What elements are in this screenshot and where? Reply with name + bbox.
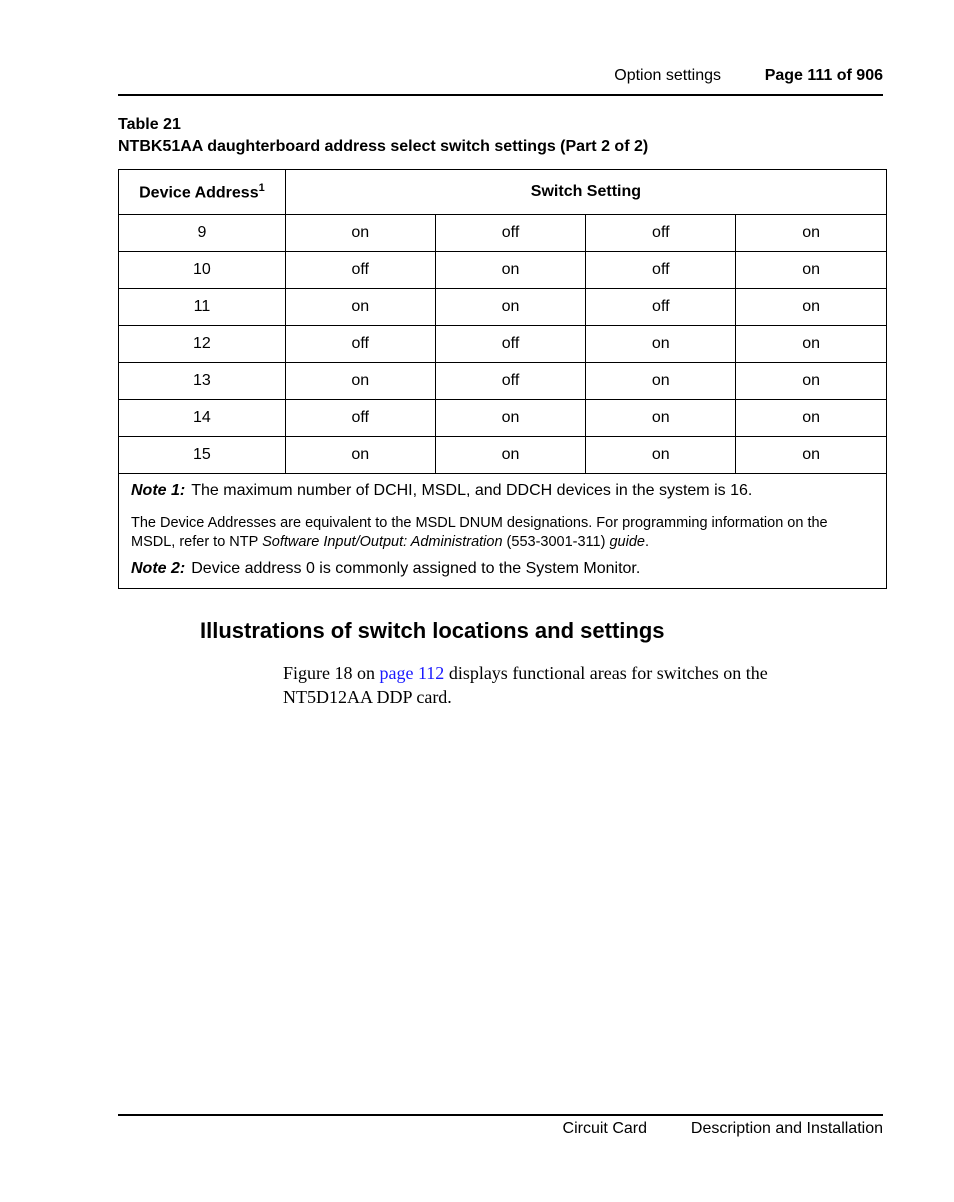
device-address-cell: 12 — [119, 326, 286, 363]
table-row — [119, 437, 887, 474]
note-2-label: Note 2: — [131, 560, 186, 577]
table-header-row — [119, 170, 887, 215]
switch-4-cell: on — [736, 437, 887, 474]
footer-left: Circuit Card — [562, 1120, 647, 1137]
table-title: NTBK51AA daughterboard address select switch settings (Part 2 of 2) — [118, 138, 649, 155]
switch-4-cell: on — [736, 215, 887, 252]
switch-3-cell: on — [586, 400, 736, 437]
switch-1-cell: on — [285, 289, 435, 326]
footnote-marker: 1 — [258, 181, 265, 194]
switch-4-cell: on — [736, 400, 887, 437]
column-header-switch-setting: Switch Setting — [285, 170, 886, 215]
table-row — [119, 252, 887, 289]
switch-4-cell: on — [736, 252, 887, 289]
switch-1-cell: on — [285, 437, 435, 474]
switch-3-cell: on — [586, 437, 736, 474]
switch-4-cell: on — [736, 289, 887, 326]
switch-3-cell: on — [586, 326, 736, 363]
switch-2-cell: off — [435, 363, 586, 400]
table-row — [119, 289, 887, 326]
switch-2-cell: off — [435, 215, 586, 252]
switch-4-cell: on — [736, 363, 887, 400]
guide-word: guide — [609, 534, 645, 550]
switch-1-cell: on — [285, 363, 435, 400]
note-2 — [131, 560, 874, 578]
page-footer — [118, 1114, 883, 1137]
body-paragraph: Figure 18 on page 112 displays functional areas for switches on the NT5D12AA DDP card. — [283, 663, 768, 707]
switch-3-cell: off — [586, 215, 736, 252]
switch-4-cell: on — [736, 326, 887, 363]
device-address-cell: 11 — [119, 289, 286, 326]
switch-3-cell: on — [586, 363, 736, 400]
table-number: Table 21 — [118, 116, 181, 133]
switch-1-cell: off — [285, 400, 435, 437]
header-page-number: Page 111 of 906 — [764, 67, 883, 84]
table-caption — [118, 114, 883, 158]
switch-3-cell: off — [586, 252, 736, 289]
section-heading: Illustrations of switch locations and settings — [200, 618, 665, 643]
header-section-title: Option settings — [614, 67, 721, 84]
page-header — [118, 66, 883, 96]
switch-2-cell: on — [435, 252, 586, 289]
table-row — [119, 326, 887, 363]
device-address-cell: 14 — [119, 400, 286, 437]
table-notes — [119, 474, 887, 589]
switch-1-cell: on — [285, 215, 435, 252]
switch-1-cell: off — [285, 326, 435, 363]
footer-right: Description and Installation — [690, 1120, 883, 1137]
ntp-title: Software Input/Output: Administration — [262, 534, 503, 550]
table-notes-row — [119, 474, 887, 589]
device-address-cell: 9 — [119, 215, 286, 252]
note-2-text: Device address 0 is commonly assigned to the System Monitor. — [191, 560, 641, 577]
page-112-link[interactable]: page 112 — [379, 663, 445, 683]
device-address-cell: 13 — [119, 363, 286, 400]
note-1 — [131, 482, 874, 500]
switch-2-cell: on — [435, 400, 586, 437]
table-row — [119, 363, 887, 400]
switch-2-cell: on — [435, 437, 586, 474]
switch-1-cell: off — [285, 252, 435, 289]
switch-settings-table — [118, 169, 887, 589]
device-address-cell: 10 — [119, 252, 286, 289]
device-address-cell: 15 — [119, 437, 286, 474]
switch-3-cell: off — [586, 289, 736, 326]
switch-2-cell: on — [435, 289, 586, 326]
table-row — [119, 400, 887, 437]
column-header-device-address: Device Address$^1$ — [119, 170, 286, 215]
note-description: The Device Addresses are equivalent to the MSDL DNUM designations. For programming information on the MSDL, refer to NTP Software Input/Output: Administration (553-3001-311) guide. — [131, 515, 828, 550]
note-1-label: Note 1: — [131, 482, 186, 499]
note-1-text: The maximum number of DCHI, MSDL, and DDCH devices in the system is 16. — [191, 482, 753, 499]
table-row — [119, 215, 887, 252]
switch-2-cell: off — [435, 326, 586, 363]
